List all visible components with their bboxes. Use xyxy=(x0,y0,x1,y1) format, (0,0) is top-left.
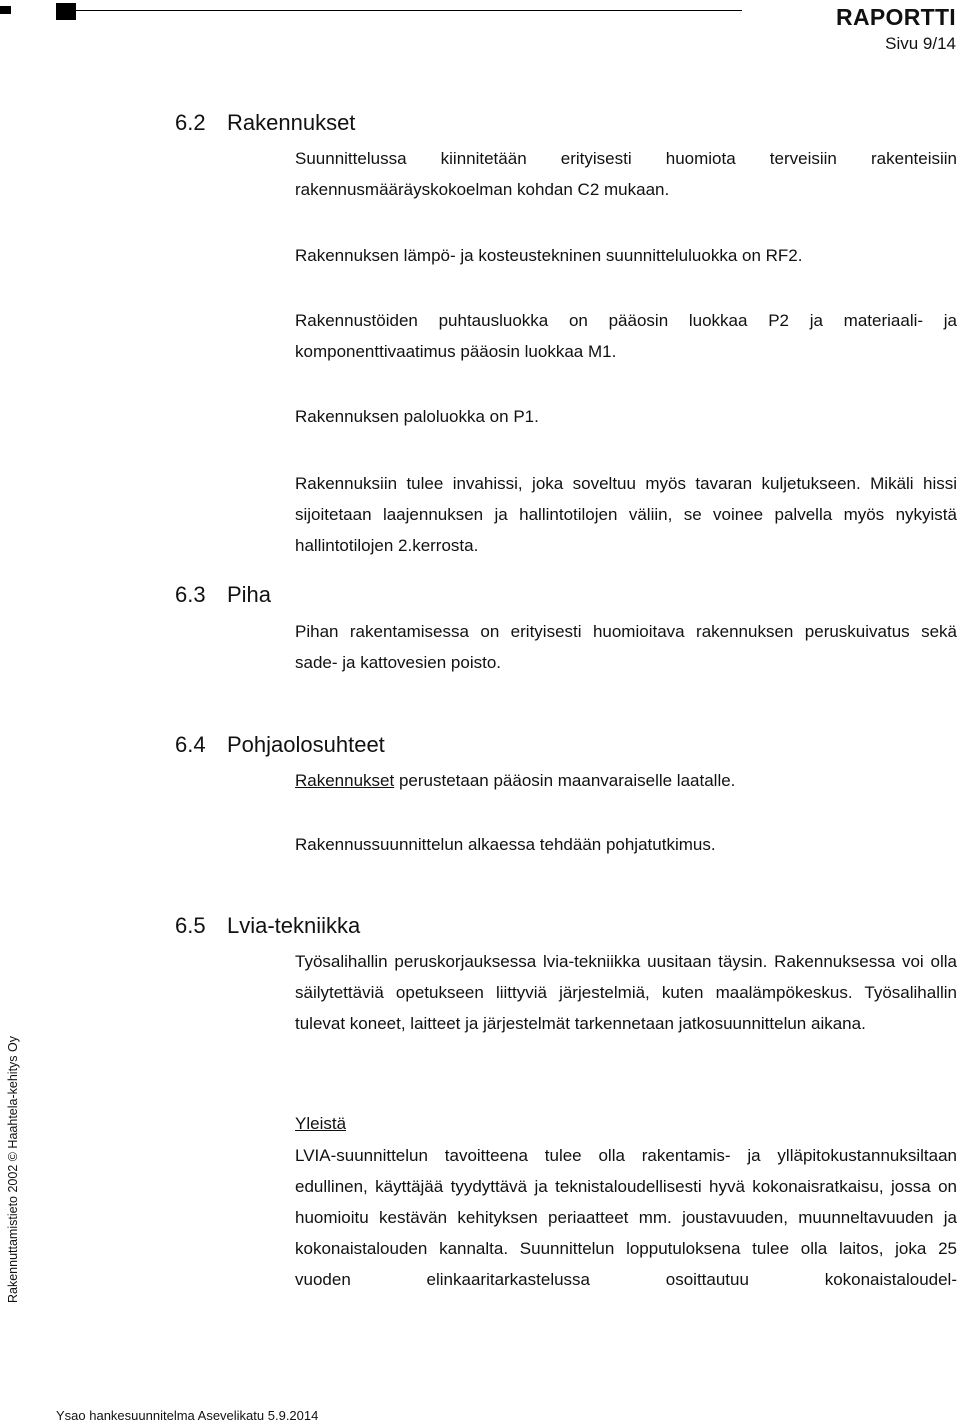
paragraph: Rakennuksen paloluokka on P1. xyxy=(295,407,539,426)
section-number: 6.3 xyxy=(175,582,206,607)
section-title: Pohjaolosuhteet xyxy=(227,732,385,757)
section-title: Lvia-tekniikka xyxy=(227,913,361,938)
paragraph: Rakennuksen lämpö- ja kosteustekninen suunnitteluluokka on RF2. xyxy=(295,246,803,265)
page-number: Sivu 9/14 xyxy=(885,34,956,53)
section-heading-6-3 xyxy=(175,582,271,608)
section-heading-6-2 xyxy=(175,110,355,136)
footer-text: Ysao hankesuunnitelma Asevelikatu 5.9.2014 xyxy=(56,1408,319,1423)
subheading: Yleistä xyxy=(295,1114,347,1133)
section-title: Piha xyxy=(227,582,272,607)
copyright-sidebar: Rakennuttamistieto 2002 © Haahtela-kehitys Oy xyxy=(6,1036,20,1303)
paragraph: Pihan rakentamisessa on erityisesti huomioitava rakennuksen peruskuivatus sekä sade- ja kattovesien poisto. xyxy=(295,622,957,672)
header-marker-square xyxy=(56,3,76,20)
section-number: 6.5 xyxy=(175,913,206,938)
paragraph: Rakennustöiden puhtausluokka on pääosin luokkaa P2 ja materiaali- ja komponenttivaatimus pääosin luokkaa M1. xyxy=(295,311,957,361)
paragraph: Työsalihallin peruskorjauksessa lvia-tekniikka uusitaan täysin. Rakennuksessa voi olla säilytettäviä opetukseen liittyviä järjestelmiä, kuten maalämpökeskus. Työsalihallin tulevat koneet, laitteet ja järjestelmät tarkennetaan jatkosuunnittelun aikana. xyxy=(295,952,957,1033)
paragraph: Rakennussuunnittelun alkaessa tehdään pohjatutkimus. xyxy=(295,835,716,854)
section-title: Rakennukset xyxy=(227,110,356,135)
paragraph: LVIA-suunnittelun tavoitteena tulee olla rakentamis- ja ylläpitokustannuksiltaan edullinen, käyttäjää tyydyttävä ja teknistaloudellisesti hyvä kokonaisratkaisu, jossa on huomioitu kestävän kehityksen periaatteet mm. joustavuuden, muunneltavuuden ja kokonaistalouden kannalta. Suunnittelun lopputuloksena tulee olla laitos, joka 25 vuoden elinkaaritarkastelussa osoittautuu kokonaistaloudel- xyxy=(295,1146,957,1289)
paragraph-text: perustetaan pääosin maanvaraiselle laatalle. xyxy=(394,771,736,790)
section-number: 6.4 xyxy=(175,732,206,757)
paragraph: Suunnittelussa kiinnitetään erityisesti huomiota terveisiin rakenteisiin rakennusmääräyskokoelman kohdan C2 mukaan. xyxy=(295,149,957,199)
underlined-term: Rakennukset xyxy=(295,771,395,790)
paragraph: Rakennuksiin tulee invahissi, joka soveltuu myös tavaran kuljetukseen. Mikäli hissi sijoitetaan laajennuksen ja hallintotilojen väliin, se voinee palvella myös nykyistä hallintotilojen 2.kerrosta. xyxy=(295,474,957,555)
section-number: 6.2 xyxy=(175,110,206,135)
header-rule xyxy=(76,10,742,11)
paragraph xyxy=(295,765,957,796)
section-heading-6-4 xyxy=(175,732,385,758)
section-heading-6-5 xyxy=(175,913,360,939)
report-title: RAPORTTI xyxy=(836,4,956,30)
header-marker-small xyxy=(0,6,11,14)
